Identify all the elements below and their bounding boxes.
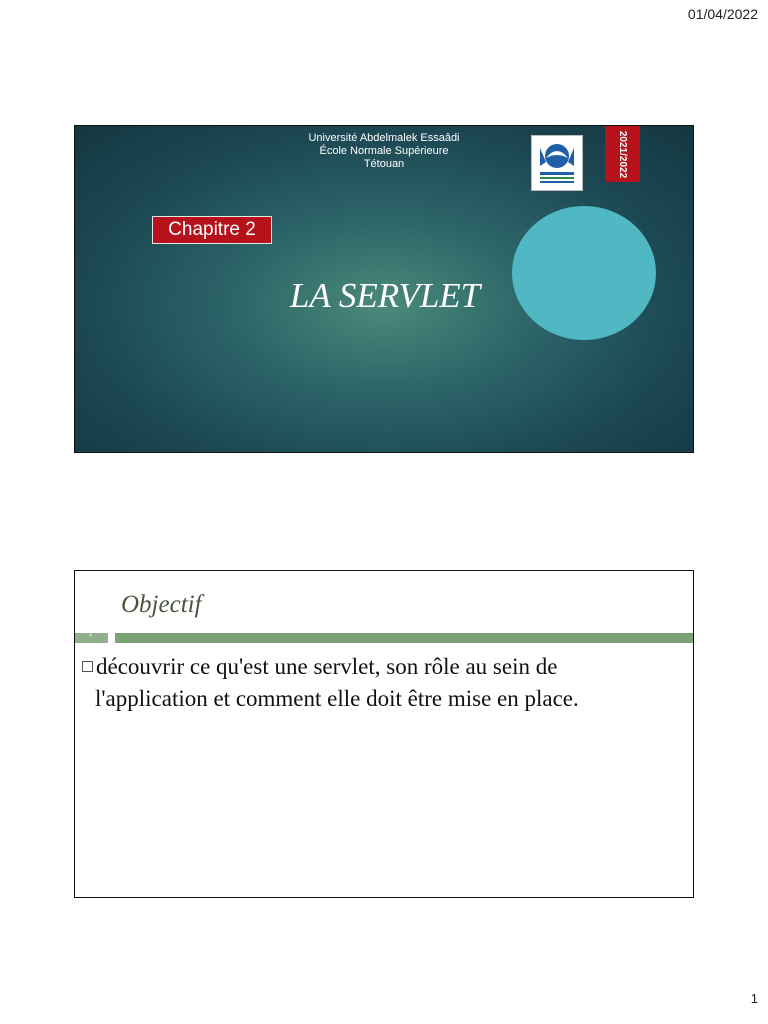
bullet-text-line2: l'application et comment elle doit être mise en place. [95,686,579,711]
page-date: 01/04/2022 [687,6,758,22]
city-name: Tétouan [363,158,405,170]
slide-number: 2 [89,632,93,638]
slide-title: LA SERVLET [289,276,481,315]
decorative-circle [512,206,656,340]
chapter-label: Chapitre 2 [152,216,272,244]
title-divider-bar [115,633,693,643]
school-name: École Normale Supérieure [319,145,449,157]
objective-title: Objectif [121,591,202,618]
university-header [275,132,493,171]
bullet-square-icon [82,661,93,672]
university-logo [531,135,583,191]
university-name: Université Abdelmalek Essaâdi [308,132,460,144]
year-band [605,126,640,182]
academic-year: 2021/2022 [617,130,628,178]
bullet-text-line1: découvrir ce qu'est une servlet, son rôle au sein de [96,654,558,679]
title-slide [74,125,694,453]
page-number: 1 [750,991,758,1006]
objective-slide [74,570,694,898]
objective-bullet [82,651,682,715]
